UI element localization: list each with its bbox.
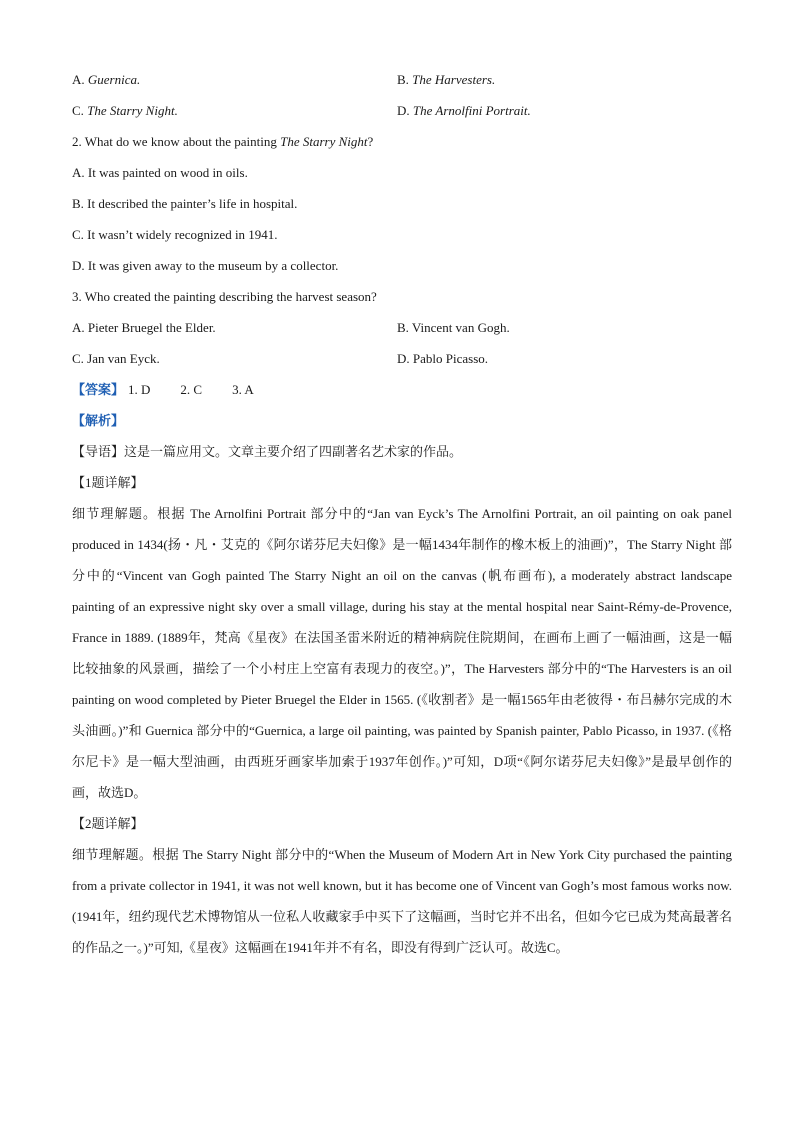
q2-option-d: D. It was given away to the museum by a collector. <box>72 258 339 273</box>
q3-stem: 3. Who created the painting describing the harvest season? <box>72 289 377 304</box>
q3-option-a: A. Pieter Bruegel the Elder. <box>72 320 216 335</box>
q3-option-d: D. Pablo Picasso. <box>397 351 488 366</box>
q1-option-d: D. The Arnolfini Portrait. <box>397 103 531 118</box>
q3-options-row-2 <box>72 343 732 374</box>
q3-option-b: B. Vincent van Gogh. <box>397 320 510 335</box>
analysis-label: 【解析】 <box>72 413 125 428</box>
q2-detail-heading: 【2题详解】 <box>72 816 144 831</box>
guide-line: 【导语】这是一篇应用文。文章主要介绍了四副著名艺术家的作品。 <box>72 444 463 459</box>
q1-options-row-2 <box>72 95 732 126</box>
q1-detail-heading: 【1题详解】 <box>72 475 144 490</box>
answer-1: 1. D <box>128 382 151 397</box>
analysis-heading <box>72 405 732 436</box>
answer-label: 【答案】 <box>72 382 125 397</box>
q2-detail-text: 细节理解题。根据 The Starry Night 部分中的“When the Museum of Modern Art in New York City purchased the painting from a private collector in 1941, it was not well known, but it has become one of Vincent van Gogh’s most famous works now.(1941年，纽约现代艺术博物馆从一位私人收藏家手中买下了这幅画，当时它并不出名，但如今它已成为梵高最著名的作品之一。)”可知,《星夜》这幅画在1941年并不有名，即没有得到广泛认可。故选C。 <box>72 847 732 955</box>
q3-options-row-1 <box>72 312 732 343</box>
q1-option-c: C. The Starry Night. <box>72 103 178 118</box>
q2-option-a: A. It was painted on wood in oils. <box>72 165 248 180</box>
q2-option-b: B. It described the painter’s life in hospital. <box>72 196 298 211</box>
q3-option-c: C. Jan van Eyck. <box>72 351 160 366</box>
q2-option-c: C. It wasn’t widely recognized in 1941. <box>72 227 278 242</box>
q2-detail-paragraph <box>72 839 732 963</box>
q1-detail-paragraph <box>72 498 732 808</box>
document-page <box>72 64 732 963</box>
q1-option-b: B. The Harvesters. <box>397 72 496 87</box>
q1-detail-text: 细节理解题。根据 The Arnolfini Portrait 部分中的“Jan van Eyck’s The Arnolfini Portrait, an oil painting on oak panel produced in 1434(扬・凡・艾克的《阿尔诺芬尼夫妇像》是一幅1434年制作的橡木板上的油画)”，The Starry Night 部分中的“Vincent van Gogh painted The Starry Night an oil on the canvas (帆布画布), a moderately abstract landscape painting of an expressive night sky over a small village, during his stay at the mental hospital near Saint-Rémy-de-Provence, France in 1889. (1889年，梵高《星夜》在法国圣雷米附近的精神病院住院期间，在画布上画了一幅油画，这是一幅比较抽象的风景画，描绘了一个小村庄上空富有表现力的夜空。)”，The Harvesters 部分中的“The Harvesters is an oil painting on wood completed by Pieter Bruegel the Elder in 1565. (《收割者》是一幅1565年由老彼得・布吕赫尔完成的木头油画。)”和 Guernica 部分中的“Guernica, a large oil painting, was painted by Spanish painter, Pablo Picasso, in 1937. (《格尔尼卡》是一幅大型油画，由西班牙画家毕加索于1937年创作。)”可知，D项“《阿尔诺芬尼夫妇像》”是最早创作的画，故选D。 <box>72 506 732 800</box>
q1-options-row-1 <box>72 64 732 95</box>
q1-option-a: A. Guernica. <box>72 72 141 87</box>
answer-2: 2. C <box>180 382 203 397</box>
answer-line <box>72 374 732 405</box>
q2-stem: 2. What do we know about the painting The Starry Night? <box>72 134 374 149</box>
answer-3: 3. A <box>232 382 254 397</box>
